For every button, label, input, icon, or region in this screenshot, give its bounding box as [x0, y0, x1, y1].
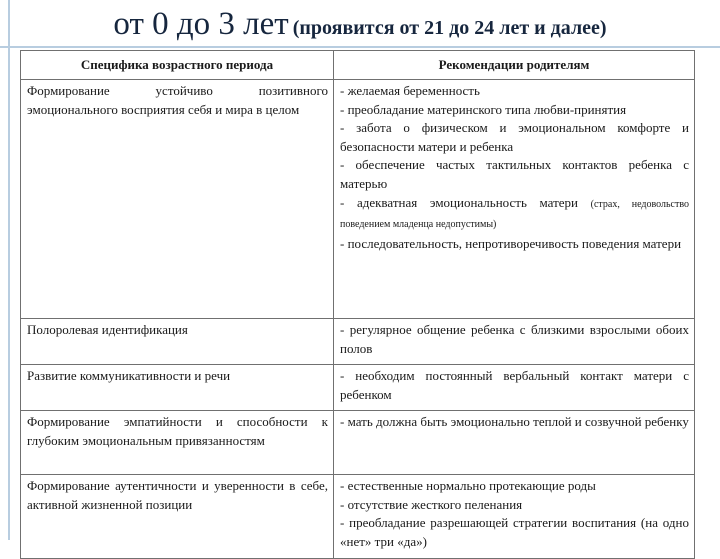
recommendation-line: - регулярное общение ребенка с близкими взрослыми обоих полов — [340, 322, 689, 356]
recommendation-line: - преобладание разрешающей стратегии воспитания (на одно «нет» три «да») — [340, 515, 689, 549]
recommendation-line: - отсутствие жесткого пеленания — [340, 496, 523, 512]
table-row — [21, 80, 695, 319]
recommendation-note: (страх, недовольство поведением младенца недопустимы) — [340, 198, 690, 231]
row-1-period: Формирование устойчиво позитивного эмоционального восприятия себя и мира в целом — [21, 80, 334, 319]
row-2-recommendations — [334, 319, 695, 365]
recommendation-line: - желаемая беременность — [340, 83, 480, 98]
title-sub: (проявится от 21 до 24 лет и далее) — [292, 17, 607, 39]
table-row — [21, 319, 695, 365]
recommendation-line — [340, 194, 689, 235]
table-row — [21, 411, 695, 475]
recommendation-line: - последовательность, непротиворечивость поведения матери — [340, 235, 682, 251]
header-recommendations: Рекомендации родителям — [334, 51, 695, 80]
recommendation-text: - адекватная эмоциональность матери — [340, 194, 578, 210]
recommendations-table — [20, 50, 695, 559]
row-2-period: Полоролевая идентификация — [21, 319, 334, 365]
frame-line-left — [8, 0, 10, 540]
row-4-recommendations — [334, 411, 695, 475]
row-3-period: Развитие коммуникативности и речи — [21, 365, 334, 411]
table-row — [21, 365, 695, 411]
row-5-recommendations — [334, 475, 695, 559]
title-main: от 0 до 3 лет — [113, 6, 289, 42]
table-header-row — [21, 51, 695, 80]
row-3-recommendations — [334, 365, 695, 411]
recommendation-line: - забота о физическом и эмоциональном комфорте и безопасности матери и ребенка — [340, 120, 689, 154]
row-4-period: Формирование эмпатийности и способности к глубоким эмоциональным привязанностям — [21, 411, 334, 475]
header-period: Специфика возрастного периода — [21, 51, 334, 80]
recommendation-line: - необходим постоянный вербальный контакт матери с ребенком — [340, 368, 689, 402]
recommendation-line: - естественные нормально протекающие роды — [340, 478, 596, 493]
row-5-period: Формирование аутентичности и уверенности в себе, активной жизненной позиции — [21, 475, 334, 559]
recommendation-line: - преобладание материнского типа любви-принятия — [340, 101, 627, 117]
row-1-recommendations — [334, 80, 695, 319]
recommendation-line: - обеспечение частых тактильных контактов ребенка с матерью — [340, 157, 689, 191]
table-row — [21, 475, 695, 559]
slide-title — [0, 0, 720, 48]
recommendation-line: - мать должна быть эмоционально теплой и созвучной ребенку — [340, 414, 689, 429]
